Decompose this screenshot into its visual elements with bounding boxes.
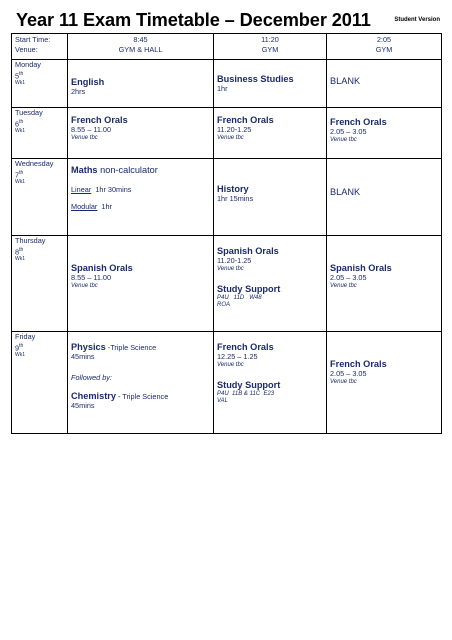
day-row-thursday — [12, 236, 442, 332]
exam-subject: French Orals — [330, 117, 387, 127]
support-groups: P4U 11D W48 — [217, 294, 262, 301]
week-label: Wk1 — [15, 352, 25, 359]
support-groups: P4U 11B & 11C E23 — [217, 390, 275, 397]
exam-cell — [327, 108, 442, 159]
tier-duration: 1hr 30mins — [91, 185, 132, 194]
exam-time: 11.20-1.25 — [217, 125, 252, 134]
day-name: Monday — [15, 60, 41, 69]
exam-subject: Business Studies — [217, 74, 294, 84]
blank-slot: BLANK — [330, 187, 361, 197]
exam-time: 2.05 – 3.05 — [330, 273, 367, 282]
exam-duration: 45mins — [71, 401, 95, 410]
day-number: 7 — [15, 169, 20, 179]
page-title: Year 11 Exam Timetable – December 2011 — [16, 10, 371, 30]
exam-cell — [214, 236, 327, 332]
timetable — [11, 33, 442, 434]
day-suffix: th — [19, 118, 24, 125]
exam-subject: Spanish Orals — [330, 263, 392, 273]
exam-time: 2.05 – 3.05 — [330, 369, 367, 378]
exam-venue: Venue tbc — [217, 134, 244, 141]
exam-subject: Spanish Orals — [71, 263, 133, 273]
exam-venue: Venue tbc — [330, 378, 357, 385]
version-label: Student Version — [394, 17, 440, 23]
session-2-venue: GYM — [261, 45, 279, 54]
header-row — [12, 34, 442, 60]
exam-time: 2.05 – 3.05 — [330, 127, 367, 136]
day-cell — [12, 60, 68, 108]
day-cell — [12, 332, 68, 434]
support-title: Study Support — [217, 283, 281, 294]
exam-venue: Venue tbc — [71, 282, 98, 289]
exam-duration: 1hr 15mins — [217, 194, 254, 203]
exam-cell — [327, 60, 442, 108]
exam-time: 11.20-1.25 — [217, 256, 252, 265]
exam-venue: Venue tbc — [71, 134, 98, 141]
day-suffix: th — [19, 342, 24, 349]
exam-paper: non-calculator — [97, 165, 158, 175]
day-name: Tuesday — [15, 108, 43, 117]
exam-subject: French Orals — [71, 115, 128, 125]
header-label-cell — [12, 34, 68, 60]
exam-subject: History — [217, 184, 249, 194]
exam-venue: Venue tbc — [217, 361, 244, 368]
exam-time: 8.55 – 11.00 — [71, 125, 112, 134]
exam-venue: Venue tbc — [330, 282, 357, 289]
day-suffix: th — [19, 246, 24, 253]
day-number: 6 — [15, 118, 20, 128]
exam-cell — [68, 108, 214, 159]
day-cell — [12, 236, 68, 332]
session-2-time: 11:20 — [261, 35, 279, 44]
tier-name: Linear — [71, 185, 92, 194]
week-label: Wk1 — [15, 80, 25, 87]
exam-subject: Physics — [71, 342, 106, 352]
header-session-1 — [68, 34, 214, 60]
day-number: 9 — [15, 342, 20, 352]
exam-cell — [327, 236, 442, 332]
exam-cell — [214, 108, 327, 159]
tier-name: Modular — [71, 201, 98, 211]
exam-time: 8.55 – 11.00 — [71, 273, 112, 282]
page-header — [16, 10, 440, 34]
session-3-time: 2:05 — [376, 35, 392, 44]
day-cell — [12, 159, 68, 236]
exam-cell — [68, 236, 214, 332]
session-1-venue: GYM & HALL — [118, 45, 163, 54]
exam-venue: Venue tbc — [330, 136, 357, 143]
exam-time: 12.25 – 1.25 — [217, 352, 258, 361]
followed-by-label: Followed by: — [71, 372, 112, 382]
day-name: Friday — [15, 332, 36, 341]
exam-paper: -Triple Science — [105, 343, 157, 352]
blank-slot: BLANK — [330, 76, 361, 86]
header-session-3 — [327, 34, 442, 60]
day-row-monday — [12, 60, 442, 108]
day-name: Thursday — [15, 236, 46, 245]
exam-cell — [68, 332, 214, 434]
week-label: Wk1 — [15, 128, 25, 135]
exam-cell — [327, 159, 442, 236]
exam-cell — [214, 332, 327, 434]
day-suffix: th — [19, 169, 24, 176]
exam-cell — [214, 159, 327, 236]
exam-subject: Spanish Orals — [217, 246, 279, 256]
day-number: 8 — [15, 246, 20, 256]
week-label: Wk1 — [15, 179, 25, 186]
exam-subject: French Orals — [330, 359, 387, 369]
week-label: Wk1 — [15, 256, 25, 263]
session-3-venue: GYM — [375, 45, 393, 54]
exam-duration: 1hr — [217, 84, 228, 93]
exam-cell — [327, 332, 442, 434]
day-row-wednesday — [12, 159, 442, 236]
day-row-tuesday — [12, 108, 442, 159]
day-number: 5 — [15, 70, 20, 80]
exam-venue: Venue tbc — [217, 265, 244, 272]
support-title: Study Support — [217, 379, 281, 390]
day-suffix: th — [19, 70, 24, 77]
exam-cell — [68, 159, 214, 236]
exam-subject: French Orals — [217, 342, 274, 352]
support-room: ROA — [217, 301, 231, 308]
exam-cell — [214, 60, 327, 108]
header-session-2 — [214, 34, 327, 60]
session-1-time: 8:45 — [133, 35, 148, 44]
venue-label: Venue: — [15, 45, 38, 54]
exam-subject: Chemistry — [71, 391, 116, 401]
tier-duration: 1hr — [97, 201, 112, 211]
start-time-label: Start Time: — [15, 35, 51, 44]
support-room: VAL — [217, 397, 229, 404]
exam-paper: - Triple Science — [115, 392, 169, 401]
exam-subject: French Orals — [217, 115, 274, 125]
exam-duration: 45mins — [71, 352, 95, 361]
day-name: Wednesday — [15, 159, 54, 168]
exam-cell — [68, 60, 214, 108]
exam-subject: Maths — [71, 165, 98, 175]
day-cell — [12, 108, 68, 159]
day-row-friday — [12, 332, 442, 434]
exam-duration: 2hrs — [71, 87, 86, 96]
exam-subject: English — [71, 77, 105, 87]
